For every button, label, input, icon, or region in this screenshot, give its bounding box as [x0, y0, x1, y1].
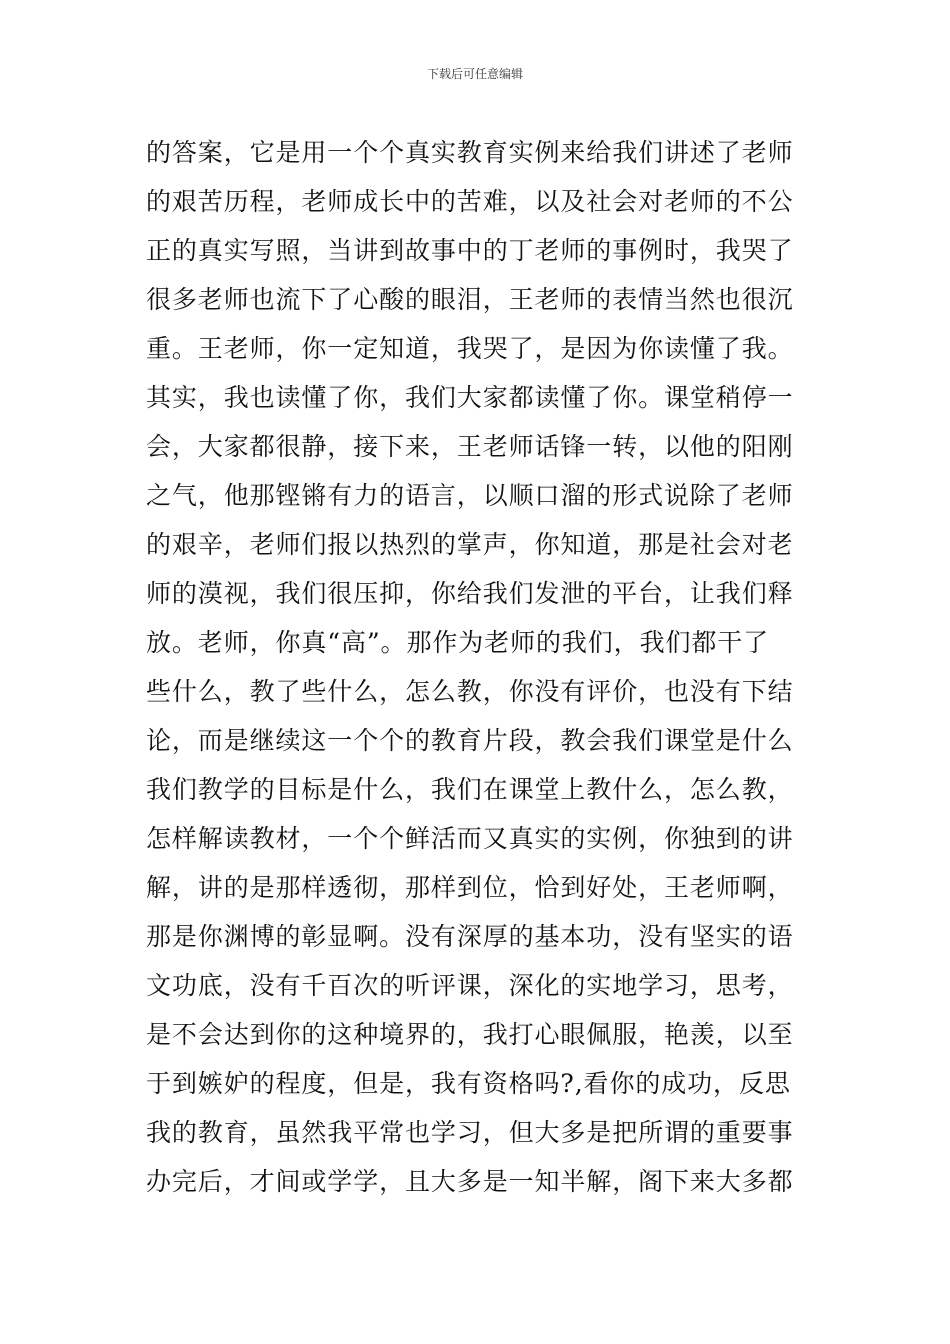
text-line: 重。王老师，你一定知道，我哭了，是因为你读懂了我。: [146, 334, 794, 363]
text-line: 文功底，没有千百次的听评课，深化的实地学习，思考，: [146, 971, 794, 1000]
text-line: 的答案，它是用一个个真实教育实例来给我们讲述了老师: [146, 138, 794, 167]
text-line: 那是你渊博的彰显啊。没有深厚的基本功，没有坚实的语: [146, 922, 794, 951]
text-line: 的艰苦历程，老师成长中的苦难，以及社会对老师的不公: [146, 187, 794, 216]
text-line: 些什么，教了些什么，怎么教，你没有评价，也没有下结: [146, 677, 794, 706]
text-line: 正的真实写照，当讲到故事中的丁老师的事例时，我哭了: [146, 236, 794, 265]
text-line: 论，而是继续这一个个的教育片段，教会我们课堂是什么: [146, 726, 794, 755]
text-line: 师的漠视，我们很压抑，你给我们发泄的平台，让我们释: [146, 579, 794, 608]
text-line: 于到嫉妒的程度，但是，我有资格吗?,看你的成功，反思: [146, 1069, 791, 1098]
text-line: 的艰辛，老师们报以热烈的掌声，你知道，那是社会对老: [146, 530, 794, 559]
text-line: 我们教学的目标是什么，我们在课堂上教什么，怎么教，: [146, 775, 794, 804]
text-line: 很多老师也流下了心酸的眼泪，王老师的表情当然也很沉: [146, 285, 794, 314]
text-line: 怎样解读教材，一个个鲜活而又真实的实例，你独到的讲: [146, 824, 794, 853]
text-line: 解，讲的是那样透彻，那样到位，恰到好处，王老师啊，: [146, 873, 794, 902]
text-line: 之气，他那铿锵有力的语言，以顺口溜的形式说除了老师: [146, 481, 794, 510]
page-header: 下载后可任意编辑: [426, 67, 523, 81]
text-line: 我的教育，虽然我平常也学习，但大多是把所谓的重要事: [146, 1118, 794, 1147]
text-line: 放。老师，你真“高”。那作为老师的我们，我们都干了: [146, 628, 770, 657]
text-line: 办完后，才间或学学，且大多是一知半解，阁下来大多都: [146, 1167, 794, 1196]
text-line: 其实，我也读懂了你，我们大家都读懂了你。课堂稍停一: [146, 383, 794, 412]
text-line: 会，大家都很静，接下来，王老师话锋一转，以他的阳刚: [146, 432, 794, 461]
text-line: 是不会达到你的这种境界的，我打心眼佩服，艳羡，以至: [146, 1020, 794, 1049]
body-text: [146, 128, 816, 1206]
